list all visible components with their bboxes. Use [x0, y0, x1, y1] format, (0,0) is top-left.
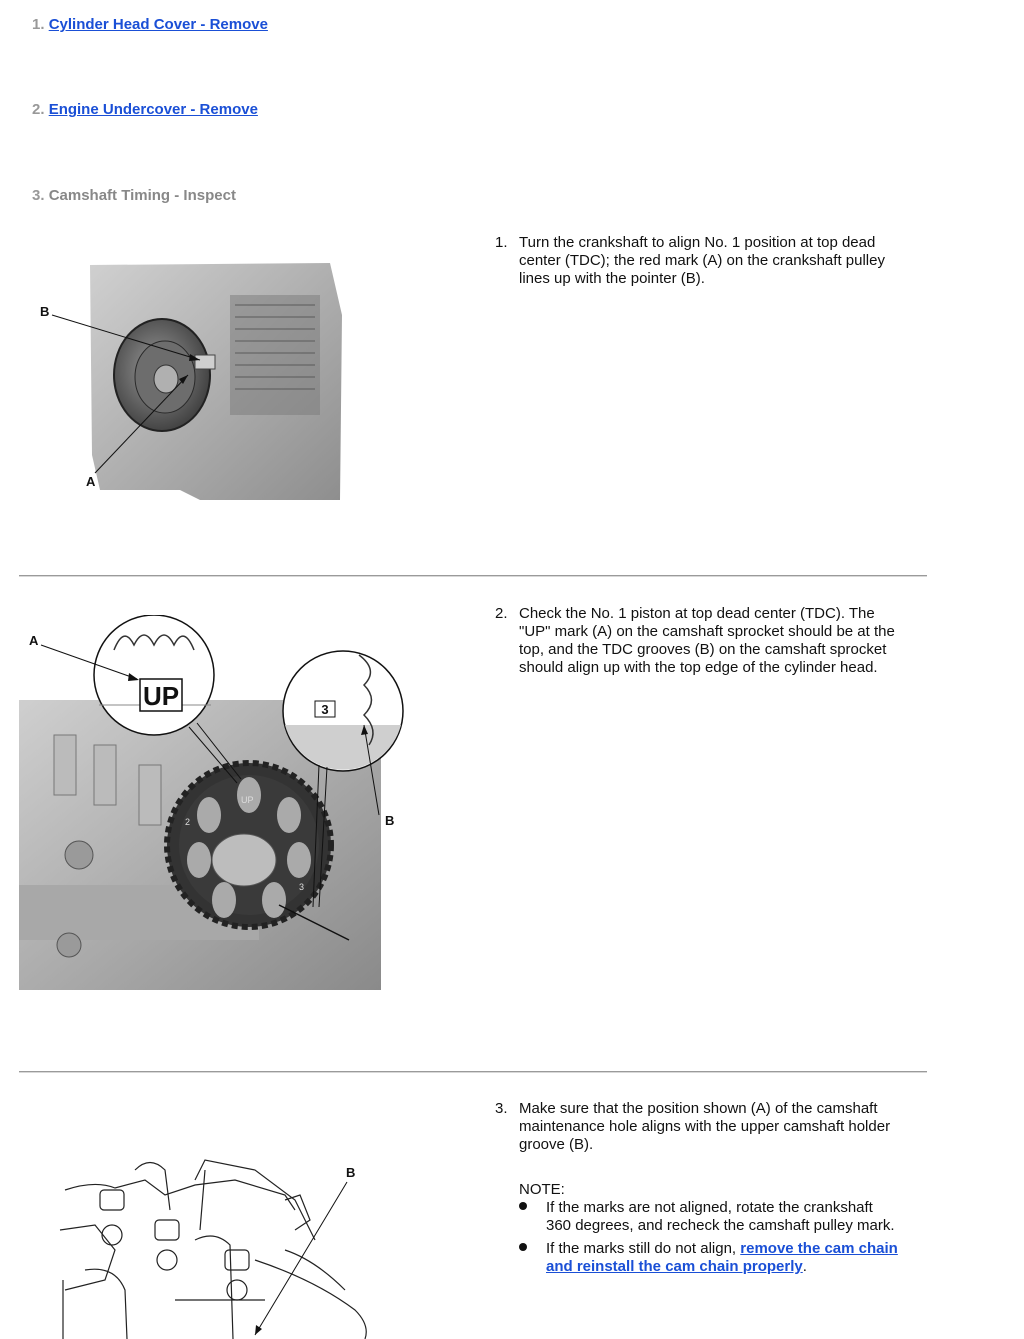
link-remove-cam-chain[interactable]: remove the cam chain and reinstall the cam chain properly	[546, 1240, 898, 1275]
heading-number: 1.	[32, 16, 45, 33]
heading-engine-undercover	[32, 101, 258, 118]
bullet-icon	[519, 1243, 527, 1251]
divider-2	[19, 1071, 927, 1072]
heading-title: Camshaft Timing - Inspect	[48, 187, 236, 204]
note-bullet-2	[519, 1240, 899, 1276]
figure-camshaft-holder	[55, 1150, 375, 1339]
link-cylinder-head-cover-remove[interactable]: Cylinder Head Cover - Remove	[48, 16, 268, 33]
heading-camshaft-timing	[32, 187, 236, 204]
step-text: Turn the crankshaft to align No. 1 position at top dead center (TDC); the red mark (A) on the crankshaft pulley lines up with the pointer (B).	[519, 234, 885, 287]
figure3-label-b: B	[346, 1165, 356, 1180]
sprocket-mark-3: 3	[299, 882, 305, 892]
divider-1	[19, 575, 927, 576]
figure1-label-b: B	[40, 304, 50, 319]
figure1-label-a: A	[86, 474, 96, 489]
step-number: 2.	[495, 605, 508, 622]
note-bullet-text: If the marks are not aligned, rotate the crankshaft 360 degrees, and recheck the camshaft pulley mark.	[546, 1199, 895, 1234]
heading-number: 3.	[32, 187, 45, 204]
step-number: 1.	[495, 234, 508, 251]
step-2	[495, 605, 895, 677]
step-text: Make sure that the position shown (A) of the camshaft maintenance hole aligns with the upper camshaft holder groove (B).	[519, 1100, 891, 1153]
bullet-icon	[519, 1202, 527, 1210]
figure-crankshaft-pulley	[30, 255, 350, 510]
sprocket-mark-2: 2	[185, 817, 191, 827]
zoom-up-mark: UP	[142, 681, 180, 711]
heading-cylinder-head-cover	[32, 16, 268, 33]
note-bullet-text	[546, 1240, 899, 1276]
link-engine-undercover-remove[interactable]: Engine Undercover - Remove	[48, 101, 258, 118]
step-3	[495, 1100, 895, 1154]
note-bullet-1	[519, 1199, 899, 1235]
figure-camshaft-sprocket	[19, 615, 409, 995]
note-title: NOTE:	[519, 1181, 565, 1198]
step-1	[495, 234, 895, 288]
note-bullet-text-before: If the marks still do not align,	[546, 1240, 741, 1257]
step-number: 3.	[495, 1100, 508, 1117]
sprocket-up-mark: UP	[241, 795, 254, 805]
zoom-mark-3: 3	[321, 702, 329, 717]
step-text: Check the No. 1 piston at top dead center (TDC). The "UP" mark (A) on the camshaft sprocket should be at the top, and the TDC grooves (B) on the camshaft sprocket should align up with the top edge of the cylinder head.	[519, 605, 895, 676]
figure2-label-a: A	[29, 633, 39, 648]
figure2-label-b: B	[385, 813, 395, 828]
heading-number: 2.	[32, 101, 45, 118]
note-bullet-text-after: .	[802, 1258, 807, 1275]
